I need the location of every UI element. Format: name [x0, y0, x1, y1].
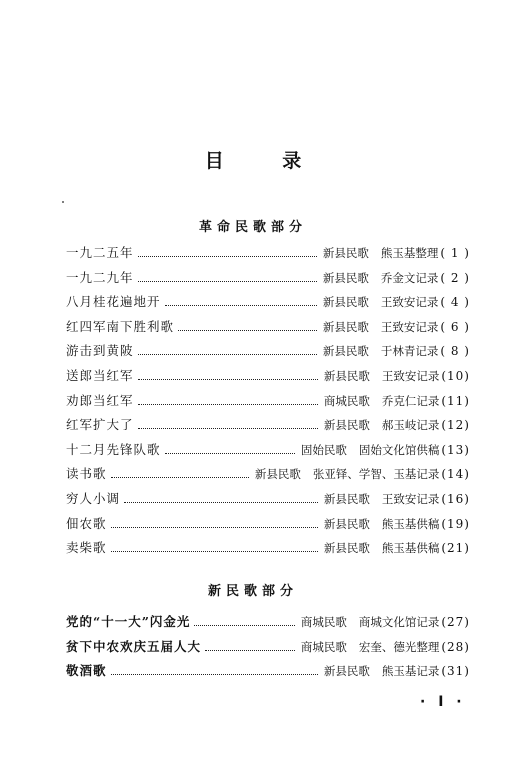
toc-entry-title: 一九二五年	[66, 245, 134, 260]
toc-entry	[66, 292, 470, 317]
toc-entry-source: 新县民歌	[322, 246, 369, 260]
dot-leader	[194, 624, 294, 626]
toc-entry-page: ( 1 )	[440, 246, 470, 260]
toc-entry-credit: 王致安记录	[381, 491, 440, 506]
toc-entry-page: ( 6 )	[440, 319, 470, 334]
toc-entry	[66, 538, 470, 563]
toc-entry-credit: 宏奎、德光整理	[358, 639, 440, 654]
toc-entry	[66, 661, 470, 686]
toc-entry-title: 游击到黄陂	[66, 343, 134, 359]
toc-entry-title: 送郎当红军	[66, 367, 134, 383]
toc-list-new	[66, 612, 470, 686]
toc-entry-source: 新县民歌	[322, 344, 369, 359]
toc-entry-source: 新县民歌	[323, 541, 370, 556]
toc-entry-page: (10)	[441, 368, 470, 383]
toc-entry-title: 卖柴歌	[66, 540, 107, 556]
toc-entry-source: 固始民歌	[300, 442, 347, 457]
toc-entry-title: 一九二九年	[66, 269, 134, 285]
page-folio: · I ·	[420, 694, 466, 710]
toc-entry-title: 党的“十一大”闪金光	[66, 614, 191, 629]
toc-entry-title: 红四军南下胜利歌	[66, 318, 175, 334]
toc-entry-credit: 熊玉基整理	[380, 246, 439, 260]
toc-entry-page: (11)	[441, 393, 470, 408]
toc-entry-credit: 熊玉基供稿	[381, 541, 440, 556]
dot-leader	[111, 550, 318, 552]
toc-entry-credit: 张亚铎、学智、玉基记录	[312, 467, 440, 482]
toc-entry	[66, 464, 470, 489]
toc-entry-source: 新县民歌	[322, 295, 369, 310]
toc-entry-title: 劝郎当红军	[66, 392, 134, 408]
page-title: 目 录	[204, 150, 328, 172]
dot-leader	[111, 476, 249, 478]
toc-entry-title: 佃农歌	[66, 515, 107, 531]
dot-leader	[138, 378, 318, 380]
toc-entry-title: 穷人小调	[66, 490, 121, 506]
toc-entry-credit: 王致安记录	[380, 295, 439, 310]
toc-entry-source: 新县民歌	[323, 368, 370, 383]
toc-entry	[66, 415, 470, 440]
toc-entry-credit: 王致安记录	[381, 368, 440, 383]
toc-entry	[66, 243, 470, 268]
dot-leader	[138, 427, 318, 429]
toc-entry-title: 贫下中农欢庆五届人大	[66, 638, 202, 654]
toc-entry-page: (21)	[441, 541, 470, 556]
toc-entry-page: ( 8 )	[440, 344, 470, 359]
toc-entry-credit: 熊玉基记录	[381, 664, 440, 679]
toc-entry-credit: 郝玉岐记录	[381, 418, 440, 433]
toc-entry-source: 新县民歌	[323, 516, 370, 531]
toc-entry	[66, 612, 470, 637]
dot-leader	[138, 353, 317, 355]
section-heading-revolutionary: 革命民歌部分	[198, 220, 307, 235]
toc-entry-credit: 乔金文记录	[380, 270, 439, 285]
toc-entry-credit: 于林青记录	[380, 344, 439, 359]
toc-entry-source: 新县民歌	[323, 418, 370, 433]
dot-leader	[165, 304, 317, 306]
dot-leader	[205, 649, 295, 651]
toc-entry-credit: 乔克仁记录	[381, 393, 440, 408]
toc-entry	[66, 268, 470, 293]
toc-entry	[66, 489, 470, 514]
dot-leader	[165, 452, 295, 454]
toc-entry-title: 读书歌	[66, 466, 107, 482]
toc-entry-credit: 熊玉基供稿	[381, 516, 440, 531]
toc-entry	[66, 440, 470, 465]
toc-entry-title: 红军扩大了	[66, 417, 134, 433]
toc-entry	[66, 317, 470, 342]
dot-leader	[138, 403, 318, 405]
toc-entry-page: ( 4 )	[440, 295, 470, 310]
toc-entry-page: (28)	[441, 639, 470, 654]
toc-entry-source: 新县民歌	[322, 270, 369, 285]
toc-entry	[66, 637, 470, 662]
toc-entry-credit: 固始文化馆供稿	[358, 442, 440, 457]
toc-entry-page: (13)	[441, 442, 470, 457]
toc-entry-page: (14)	[441, 467, 470, 482]
toc-entry-source: 新县民歌	[323, 491, 370, 506]
toc-entry-title: 敬酒歌	[66, 663, 107, 679]
dot-leader	[111, 673, 318, 675]
section-heading-new: 新民歌部分	[207, 584, 298, 599]
toc-entry-source: 商城民歌	[300, 615, 347, 629]
toc-entry-page: (16)	[441, 491, 470, 506]
toc-entry-page: (19)	[441, 516, 470, 531]
toc-entry-source: 商城民歌	[300, 639, 347, 654]
toc-entry-source: 新县民歌	[323, 664, 370, 679]
dot-leader	[178, 329, 317, 331]
print-speck	[62, 201, 64, 203]
toc-entry	[66, 391, 470, 416]
dot-leader	[138, 255, 317, 257]
toc-entry-page: (27)	[441, 615, 470, 629]
toc-list-revolutionary	[66, 243, 470, 563]
toc-entry-source: 新县民歌	[254, 467, 301, 482]
dot-leader	[124, 501, 318, 503]
toc-entry-page: (31)	[441, 664, 470, 679]
toc-entry-page: ( 2 )	[440, 270, 470, 285]
toc-entry	[66, 514, 470, 539]
toc-entry-credit: 王致安记录	[380, 319, 439, 334]
toc-entry-page: (12)	[441, 418, 470, 433]
toc-entry-source: 新县民歌	[322, 319, 369, 334]
toc-entry-credit: 商城文化馆记录	[358, 615, 440, 629]
toc-entry-source: 商城民歌	[323, 393, 370, 408]
toc-entry-title: 十二月先锋队歌	[66, 441, 161, 457]
toc-entry-title: 八月桂花遍地开	[66, 294, 161, 310]
toc-entry	[66, 366, 470, 391]
dot-leader	[111, 526, 318, 528]
toc-entry	[66, 341, 470, 366]
dot-leader	[138, 280, 317, 282]
